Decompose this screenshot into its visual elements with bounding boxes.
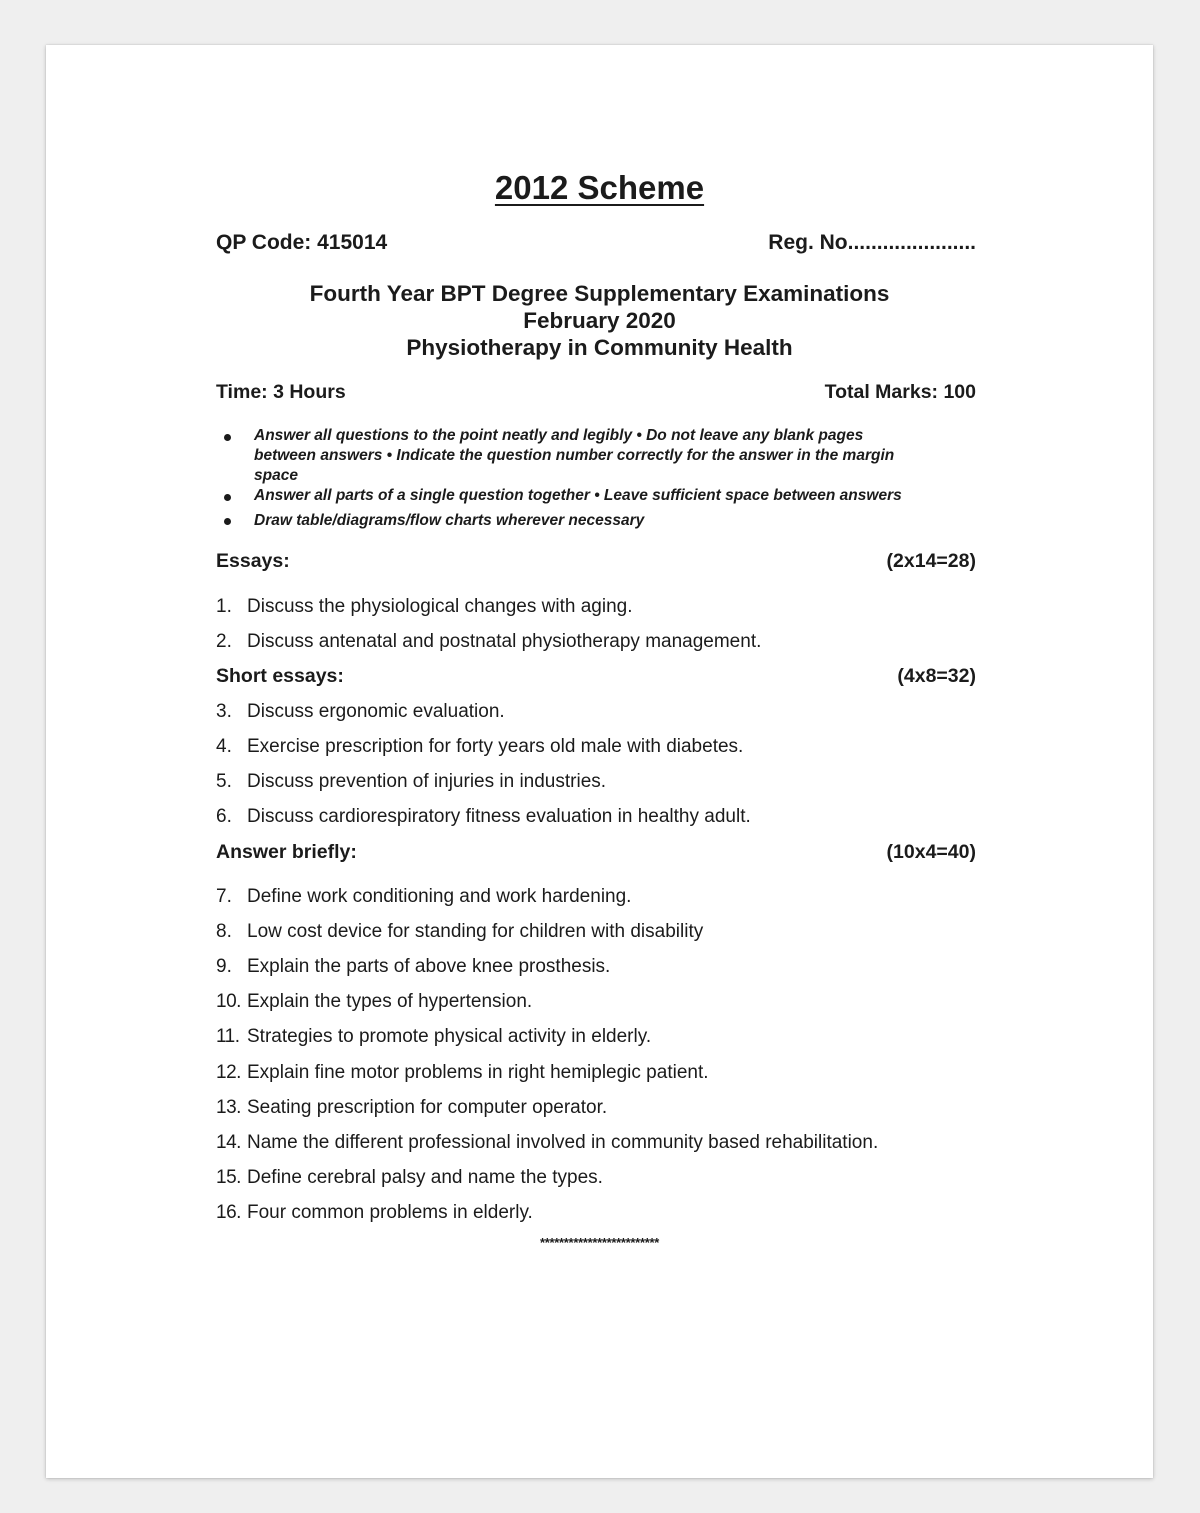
reg-no: Reg. No...................... xyxy=(768,231,976,254)
section-marks-answer-briefly: (10x4=40) xyxy=(886,841,976,863)
question-item xyxy=(216,991,532,1013)
question-item xyxy=(216,596,633,618)
question-text: Name the different professional involved in community based rehabilitation. xyxy=(247,1132,879,1153)
question-number: 9. xyxy=(216,956,232,977)
question-item xyxy=(216,631,761,653)
question-text: Explain fine motor problems in right hemiplegic patient. xyxy=(247,1062,709,1083)
instruction-line: Draw table/diagrams/flow charts wherever necessary xyxy=(254,512,645,529)
question-text: Seating prescription for computer operator. xyxy=(247,1097,608,1118)
question-text: Discuss prevention of injuries in industries. xyxy=(247,771,607,792)
section-marks-essays: (2x14=28) xyxy=(886,550,976,572)
question-number: 10. xyxy=(216,991,241,1012)
question-text: Discuss ergonomic evaluation. xyxy=(247,701,505,722)
question-item xyxy=(216,1167,603,1189)
question-item xyxy=(216,1132,878,1154)
bullet-icon xyxy=(224,434,231,441)
question-text: Four common problems in elderly. xyxy=(247,1202,533,1223)
question-number: 7. xyxy=(216,886,232,907)
question-number: 13. xyxy=(216,1097,241,1118)
question-text: Strategies to promote physical activity in elderly. xyxy=(247,1026,652,1047)
question-item xyxy=(216,806,751,828)
instruction-line: space xyxy=(254,467,298,484)
question-item xyxy=(216,886,631,908)
instruction-line: Answer all questions to the point neatly and legibly • Do not leave any blank pages xyxy=(254,427,864,444)
question-number: 5. xyxy=(216,771,232,792)
question-item xyxy=(216,956,610,978)
question-number: 16. xyxy=(216,1202,241,1223)
question-item xyxy=(216,1026,651,1048)
total-marks: Total Marks: 100 xyxy=(824,381,976,403)
question-item xyxy=(216,1097,607,1119)
instruction-line: Answer all parts of a single question together • Leave sufficient space between answers xyxy=(254,487,902,504)
question-number: 3. xyxy=(216,701,232,722)
question-number: 14. xyxy=(216,1132,241,1153)
question-number: 11. xyxy=(216,1026,240,1047)
question-item xyxy=(216,736,743,758)
instruction-line: between answers • Indicate the question number correctly for the answer in the margin xyxy=(254,447,895,464)
question-text: Discuss antenatal and postnatal physiotherapy management. xyxy=(247,631,762,652)
question-number: 4. xyxy=(216,736,232,757)
section-marks-short-essays: (4x8=32) xyxy=(897,665,976,687)
question-item xyxy=(216,1062,709,1084)
question-text: Exercise prescription for forty years old male with diabetes. xyxy=(247,736,744,757)
question-item xyxy=(216,1202,533,1224)
question-number: 12. xyxy=(216,1062,241,1083)
section-title-answer-briefly: Answer briefly: xyxy=(216,841,357,863)
exam-month: February 2020 xyxy=(523,308,676,333)
question-item xyxy=(216,921,703,943)
question-number: 8. xyxy=(216,921,232,942)
section-title-short-essays: Short essays: xyxy=(216,665,344,687)
question-text: Low cost device for standing for children with disability xyxy=(247,921,704,942)
exam-subject: Physiotherapy in Community Health xyxy=(406,335,793,360)
exam-title: Fourth Year BPT Degree Supplementary Examinations xyxy=(309,281,890,306)
question-item xyxy=(216,771,606,793)
question-item xyxy=(216,701,505,723)
question-text: Discuss cardiorespiratory fitness evaluation in healthy adult. xyxy=(247,806,751,827)
question-text: Define work conditioning and work hardening. xyxy=(247,886,632,907)
question-number: 6. xyxy=(216,806,232,827)
scheme-heading: 2012 Scheme xyxy=(494,169,705,206)
section-title-essays: Essays: xyxy=(216,550,290,572)
bullet-icon xyxy=(224,494,231,501)
question-text: Define cerebral palsy and name the types. xyxy=(247,1167,603,1188)
question-text: Explain the parts of above knee prosthesis. xyxy=(247,956,611,977)
document-page xyxy=(46,45,1153,1478)
question-number: 2. xyxy=(216,631,232,652)
exam-time: Time: 3 Hours xyxy=(216,381,346,403)
question-text: Explain the types of hypertension. xyxy=(247,991,533,1012)
question-number: 15. xyxy=(216,1167,241,1188)
bullet-icon xyxy=(224,518,231,525)
qp-code: QP Code: 415014 xyxy=(216,231,388,254)
question-text: Discuss the physiological changes with aging. xyxy=(247,596,633,617)
end-separator: ************************* xyxy=(540,1235,659,1250)
question-number: 1. xyxy=(216,596,232,617)
